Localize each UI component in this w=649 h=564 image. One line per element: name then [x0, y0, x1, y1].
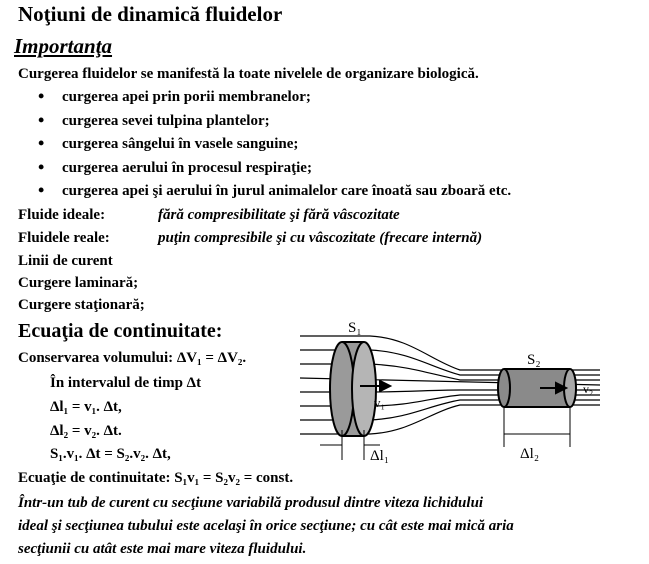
list-item: • curgerea sângelui în vasele sanguine;: [38, 134, 511, 158]
flow-tube-diagram: [300, 312, 620, 472]
continuity-heading: Ecuaţia de continuitate:: [18, 320, 223, 342]
continuity-equation: Ecuaţie de continuitate: S₁v₁ = S₂v₂ = const.: [18, 470, 294, 486]
real-fluids-label: Fluidele reale:: [18, 230, 110, 246]
stationary-flow-label: Curgere staţionară;: [18, 297, 145, 313]
list-item: • curgerea aerului în procesul respiraţie;: [38, 158, 511, 182]
conclusion-line-2: ideal şi secţiunea tubului este acelaşi în orice secţiune; cu cât este mai mică aria: [18, 518, 514, 534]
large-cross-section: [330, 342, 376, 437]
v1-label: v₁: [374, 395, 386, 410]
delta-l2-formula: Δl₂ = v₂. Δt.: [50, 423, 122, 439]
delta-l1-label: Δl₁: [370, 448, 390, 464]
ideal-fluids-label: Fluide ideale:: [18, 207, 106, 223]
importance-list: [38, 87, 511, 205]
v2-label: v₂: [583, 382, 594, 396]
s1-label: S₁: [348, 320, 362, 336]
laminar-flow-label: Curgere laminară;: [18, 275, 139, 291]
flow-product-formula: S₁.v₁. Δt = S₂.v₂. Δt,: [50, 446, 171, 462]
conclusion-line-1: Într-un tub de curent cu secţiune variabilă produsul dintre viteza lichidului: [18, 495, 484, 511]
s2-label: S₂: [527, 352, 541, 368]
time-interval: În intervalul de timp Δt: [50, 375, 202, 391]
real-fluids-value: puţin compresibile şi cu vâscozitate (frecare internă): [158, 230, 483, 246]
importance-heading: Importanţa: [14, 34, 113, 58]
list-item: • curgerea apei prin porii membranelor;: [38, 87, 511, 111]
volume-conservation: Conservarea volumului: ΔV₁ = ΔV₂.: [18, 350, 247, 366]
delta-l2-label: Δl₂: [520, 446, 540, 462]
list-item: • curgerea apei şi aerului în jurul animalelor care înoată sau zboară etc.: [38, 181, 511, 205]
delta-l1-formula: Δl₁ = v₁. Δt,: [50, 399, 122, 415]
list-item: • curgerea sevei tulpina plantelor;: [38, 111, 511, 135]
importance-intro: Curgerea fluidelor se manifestă la toate nivelele de organizare biologică.: [18, 66, 479, 82]
page-title: Noţiuni de dinamică fluidelor: [18, 2, 283, 26]
ideal-fluids-value: fără compresibilitate şi fără vâscozitate: [158, 207, 400, 223]
stream-lines-label: Linii de curent: [18, 253, 113, 269]
conclusion-line-3: secţiunii cu atât este mai mare viteza fluidului.: [18, 541, 307, 557]
